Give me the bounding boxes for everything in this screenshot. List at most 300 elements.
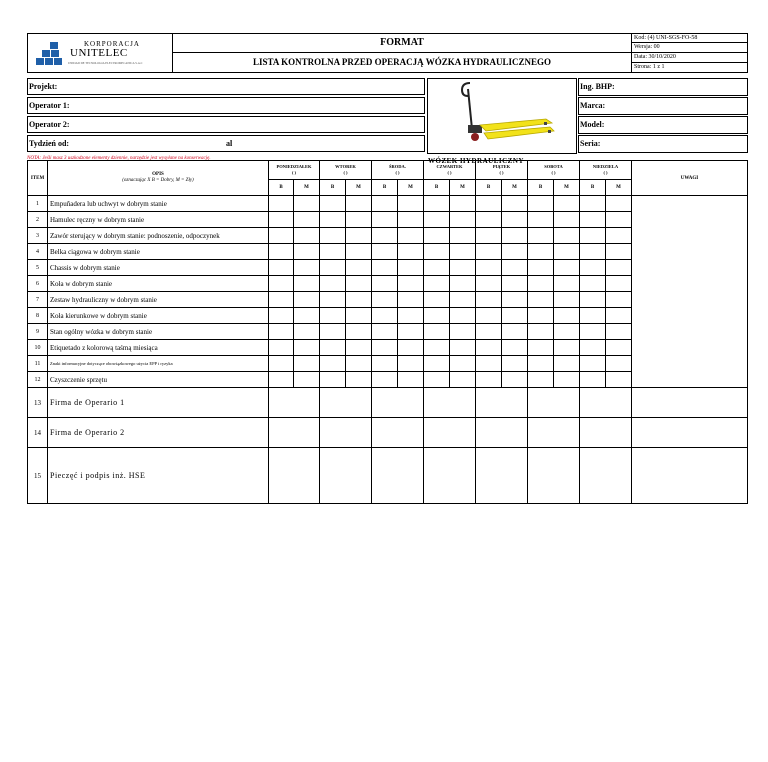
- table-row: [28, 196, 748, 212]
- check-cell[interactable]: [346, 292, 372, 308]
- check-cell[interactable]: [476, 228, 502, 244]
- check-cell[interactable]: [372, 372, 398, 388]
- check-cell[interactable]: [502, 276, 528, 292]
- check-cell[interactable]: [502, 340, 528, 356]
- check-cell[interactable]: [502, 324, 528, 340]
- good-column-header: B: [580, 180, 606, 196]
- check-cell[interactable]: [476, 260, 502, 276]
- bad-column-header: M: [294, 180, 320, 196]
- project-field[interactable]: [27, 78, 425, 95]
- bad-column-header: M: [554, 180, 580, 196]
- signature-cell[interactable]: [580, 388, 632, 418]
- check-cell[interactable]: [528, 324, 554, 340]
- pallet-truck-icon: [428, 79, 576, 153]
- check-cell[interactable]: [372, 308, 398, 324]
- signature-label: Pieczęć i podpis inż. HSE: [48, 448, 269, 504]
- day-header-1: [320, 161, 372, 180]
- check-cell[interactable]: [502, 260, 528, 276]
- check-cell[interactable]: [580, 308, 606, 324]
- check-cell[interactable]: [398, 212, 424, 228]
- check-cell[interactable]: [269, 356, 294, 372]
- item-number: 2: [28, 212, 48, 228]
- check-cell[interactable]: [606, 356, 632, 372]
- check-cell[interactable]: [294, 228, 320, 244]
- day-header-0: [269, 161, 320, 180]
- check-cell[interactable]: [372, 292, 398, 308]
- item-number: 3: [28, 228, 48, 244]
- check-cell[interactable]: [502, 244, 528, 260]
- pallet-truck-image: [427, 78, 577, 154]
- check-cell[interactable]: [580, 276, 606, 292]
- item-number: 11: [28, 356, 48, 372]
- description-header-title: OPIS: [152, 172, 164, 177]
- check-cell[interactable]: [528, 372, 554, 388]
- check-cell[interactable]: [580, 244, 606, 260]
- check-cell[interactable]: [450, 244, 476, 260]
- signature-row: [28, 448, 748, 504]
- check-cell[interactable]: [450, 228, 476, 244]
- signature-cell[interactable]: [372, 448, 424, 504]
- check-cell[interactable]: [320, 324, 346, 340]
- check-cell[interactable]: [528, 292, 554, 308]
- check-cell[interactable]: [320, 212, 346, 228]
- item-description: Hamulec ręczny w dobrym stanie: [48, 212, 269, 228]
- operator2-label: Operator 2:: [29, 120, 70, 129]
- item-description: Empuñadera lub uchwyt w dobrym stanie: [48, 196, 269, 212]
- check-cell[interactable]: [476, 308, 502, 324]
- week-field[interactable]: [27, 135, 425, 152]
- check-cell[interactable]: [580, 292, 606, 308]
- day-name: WTOREK: [335, 164, 356, 169]
- check-cell[interactable]: [269, 244, 294, 260]
- ing-bhp-label: Ing. BHP:: [580, 82, 615, 91]
- check-cell[interactable]: [294, 260, 320, 276]
- day-header-2: [372, 161, 424, 180]
- check-cell[interactable]: [320, 356, 346, 372]
- check-cell[interactable]: [580, 260, 606, 276]
- meta-version: Wersja: 00: [631, 43, 748, 53]
- bad-column-header: M: [502, 180, 528, 196]
- check-cell[interactable]: [450, 276, 476, 292]
- company-name-line1: KORPORACJA: [84, 40, 140, 48]
- check-cell[interactable]: [294, 324, 320, 340]
- check-cell[interactable]: [269, 276, 294, 292]
- check-cell[interactable]: [346, 308, 372, 324]
- check-cell[interactable]: [502, 372, 528, 388]
- check-cell[interactable]: [528, 276, 554, 292]
- check-cell[interactable]: [606, 372, 632, 388]
- check-cell[interactable]: [424, 228, 450, 244]
- check-cell[interactable]: [424, 212, 450, 228]
- day-date-placeholder: ( ): [343, 170, 348, 175]
- description-header-legend: (oznaczając X B = Dobry, M = Zły): [122, 178, 194, 183]
- check-cell[interactable]: [294, 340, 320, 356]
- item-number: 14: [28, 418, 48, 448]
- good-column-header: B: [269, 180, 294, 196]
- check-cell[interactable]: [294, 292, 320, 308]
- check-cell[interactable]: [346, 324, 372, 340]
- day-name: PIĄTEK: [492, 164, 511, 169]
- signature-cell[interactable]: [580, 448, 632, 504]
- check-cell[interactable]: [398, 308, 424, 324]
- check-cell[interactable]: [528, 196, 554, 212]
- model-field[interactable]: [578, 116, 748, 134]
- check-cell[interactable]: [476, 324, 502, 340]
- check-cell[interactable]: [450, 196, 476, 212]
- form-header: [27, 33, 748, 73]
- check-cell[interactable]: [606, 308, 632, 324]
- check-cell[interactable]: [476, 292, 502, 308]
- check-cell[interactable]: [346, 228, 372, 244]
- model-label: Model:: [580, 120, 605, 129]
- check-cell[interactable]: [606, 340, 632, 356]
- check-cell[interactable]: [346, 212, 372, 228]
- check-cell[interactable]: [424, 356, 450, 372]
- check-cell[interactable]: [528, 308, 554, 324]
- signature-cell[interactable]: [372, 418, 424, 448]
- item-number: 12: [28, 372, 48, 388]
- check-cell[interactable]: [450, 308, 476, 324]
- check-cell[interactable]: [269, 212, 294, 228]
- check-cell[interactable]: [398, 356, 424, 372]
- company-subtitle: UNIDAD DE TECNOLOGIA ELECTROMECANICA S.A.C: [68, 61, 143, 65]
- form-title: FORMAT: [172, 33, 632, 53]
- item-number: 10: [28, 340, 48, 356]
- day-date-placeholder: ( ): [499, 170, 504, 175]
- item-number: 15: [28, 448, 48, 504]
- check-cell[interactable]: [372, 356, 398, 372]
- day-header-5: [528, 161, 580, 180]
- description-header: [48, 161, 269, 196]
- signature-cell[interactable]: [372, 388, 424, 418]
- check-cell[interactable]: [372, 244, 398, 260]
- check-cell[interactable]: [320, 228, 346, 244]
- check-cell[interactable]: [606, 276, 632, 292]
- signature-label: Firma de Operario 2: [48, 418, 269, 448]
- signature-cell[interactable]: [476, 418, 528, 448]
- remarks-header: UWAGI: [632, 161, 748, 196]
- check-cell[interactable]: [554, 260, 580, 276]
- check-cell[interactable]: [476, 196, 502, 212]
- check-cell[interactable]: [269, 340, 294, 356]
- signature-cell[interactable]: [320, 418, 372, 448]
- check-cell[interactable]: [372, 260, 398, 276]
- meta-date: Data: 30/10/2020: [631, 53, 748, 63]
- meta-page: Strona: 1 z 1: [631, 63, 748, 73]
- ing-bhp-field[interactable]: [578, 78, 748, 96]
- item-description: Zestaw hydrauliczny w dobrym stanie: [48, 292, 269, 308]
- day-date-placeholder: ( ): [395, 170, 400, 175]
- check-cell[interactable]: [294, 356, 320, 372]
- check-cell[interactable]: [372, 196, 398, 212]
- check-cell[interactable]: [502, 356, 528, 372]
- checklist-table: [27, 160, 748, 504]
- check-cell[interactable]: [580, 196, 606, 212]
- document-meta: [631, 33, 748, 73]
- check-cell[interactable]: [580, 228, 606, 244]
- check-cell[interactable]: [528, 228, 554, 244]
- item-description: Zawór sterujący w dobrym stanie: podnoszenie, odpoczynek: [48, 228, 269, 244]
- check-cell[interactable]: [606, 212, 632, 228]
- signature-cell[interactable]: [320, 448, 372, 504]
- day-name: PONIEDZIAŁEK: [276, 164, 312, 169]
- check-cell[interactable]: [528, 260, 554, 276]
- check-cell[interactable]: [424, 244, 450, 260]
- check-cell[interactable]: [528, 212, 554, 228]
- check-cell[interactable]: [580, 356, 606, 372]
- good-column-header: B: [528, 180, 554, 196]
- check-cell[interactable]: [476, 340, 502, 356]
- check-cell[interactable]: [424, 308, 450, 324]
- check-cell[interactable]: [320, 340, 346, 356]
- item-number: 8: [28, 308, 48, 324]
- day-date-placeholder: ( ): [291, 170, 297, 175]
- check-cell[interactable]: [554, 356, 580, 372]
- signature-cell[interactable]: [528, 388, 580, 418]
- day-date-placeholder: ( ): [447, 170, 452, 175]
- seria-label: Seria:: [580, 139, 601, 148]
- pallet-truck-label: WÓZEK HYDRAULICZNY: [428, 157, 524, 165]
- bad-column-header: M: [450, 180, 476, 196]
- check-cell[interactable]: [372, 340, 398, 356]
- signature-cell[interactable]: [528, 418, 580, 448]
- item-description: Znaki informacyjne dotyczące obowiązkowego użycia EPP i ryzyka: [48, 356, 269, 372]
- check-cell[interactable]: [424, 292, 450, 308]
- bad-column-header: M: [606, 180, 632, 196]
- check-cell[interactable]: [606, 228, 632, 244]
- check-cell[interactable]: [450, 372, 476, 388]
- item-number: 7: [28, 292, 48, 308]
- operator1-field[interactable]: [27, 97, 425, 114]
- signature-row: [28, 418, 748, 448]
- signature-cell[interactable]: [528, 448, 580, 504]
- check-cell[interactable]: [606, 324, 632, 340]
- check-cell[interactable]: [424, 276, 450, 292]
- check-cell[interactable]: [424, 324, 450, 340]
- check-cell[interactable]: [398, 196, 424, 212]
- check-cell[interactable]: [476, 276, 502, 292]
- item-description: Stan ogólny wózka w dobrym stanie: [48, 324, 269, 340]
- signature-label: Firma de Operario 1: [48, 388, 269, 418]
- signature-cell[interactable]: [580, 418, 632, 448]
- check-cell[interactable]: [580, 372, 606, 388]
- check-cell[interactable]: [606, 244, 632, 260]
- check-cell[interactable]: [294, 308, 320, 324]
- check-cell[interactable]: [346, 196, 372, 212]
- week-label: Tydzień od:: [29, 139, 70, 148]
- check-cell[interactable]: [346, 356, 372, 372]
- signature-cell[interactable]: [424, 388, 476, 418]
- operator2-field[interactable]: [27, 116, 425, 133]
- signature-cell[interactable]: [269, 448, 320, 504]
- remarks-cell[interactable]: [632, 196, 748, 388]
- company-name-line2: UNITELEC: [70, 47, 128, 59]
- item-number: 9: [28, 324, 48, 340]
- signature-cell[interactable]: [424, 418, 476, 448]
- good-column-header: B: [320, 180, 346, 196]
- remarks-cell[interactable]: [632, 448, 748, 504]
- check-cell[interactable]: [580, 324, 606, 340]
- day-name: NIEDZIELA: [592, 164, 619, 169]
- day-name: ŚRODA.: [389, 164, 406, 169]
- week-to-label: al: [226, 139, 233, 148]
- check-cell[interactable]: [398, 324, 424, 340]
- check-cell[interactable]: [269, 324, 294, 340]
- check-cell[interactable]: [476, 372, 502, 388]
- form-subtitle: LISTA KONTROLNA PRZED OPERACJĄ WÓZKA HYDRAULICZNEGO: [172, 52, 632, 73]
- check-cell[interactable]: [476, 212, 502, 228]
- check-cell[interactable]: [346, 340, 372, 356]
- check-cell[interactable]: [320, 276, 346, 292]
- signature-cell[interactable]: [320, 388, 372, 418]
- signature-cell[interactable]: [476, 388, 528, 418]
- check-cell[interactable]: [346, 276, 372, 292]
- check-cell[interactable]: [450, 260, 476, 276]
- check-cell[interactable]: [269, 292, 294, 308]
- remarks-cell[interactable]: [632, 388, 748, 418]
- remarks-cell[interactable]: [632, 418, 748, 448]
- check-cell[interactable]: [398, 372, 424, 388]
- check-cell[interactable]: [294, 372, 320, 388]
- check-cell[interactable]: [424, 196, 450, 212]
- good-column-header: B: [476, 180, 502, 196]
- item-description: Czyszczenie sprzętu: [48, 372, 269, 388]
- item-number: 5: [28, 260, 48, 276]
- check-cell[interactable]: [398, 340, 424, 356]
- check-cell[interactable]: [372, 276, 398, 292]
- signature-cell[interactable]: [269, 418, 320, 448]
- check-cell[interactable]: [502, 196, 528, 212]
- day-header-4: [476, 161, 528, 180]
- check-cell[interactable]: [269, 372, 294, 388]
- check-cell[interactable]: [554, 276, 580, 292]
- check-cell[interactable]: [269, 308, 294, 324]
- check-cell[interactable]: [606, 196, 632, 212]
- check-cell[interactable]: [372, 212, 398, 228]
- check-cell[interactable]: [580, 212, 606, 228]
- check-cell[interactable]: [450, 324, 476, 340]
- check-cell[interactable]: [450, 212, 476, 228]
- signature-cell[interactable]: [424, 448, 476, 504]
- check-cell[interactable]: [554, 212, 580, 228]
- item-description: Belka ciągowa w dobrym stanie: [48, 244, 269, 260]
- check-cell[interactable]: [294, 276, 320, 292]
- day-name: SOBOTA: [544, 164, 563, 169]
- check-cell[interactable]: [398, 244, 424, 260]
- check-cell[interactable]: [320, 244, 346, 260]
- logo-squares-icon: [36, 42, 64, 66]
- check-cell[interactable]: [424, 260, 450, 276]
- check-cell[interactable]: [476, 356, 502, 372]
- check-cell[interactable]: [606, 292, 632, 308]
- day-date-placeholder: ( ): [551, 170, 556, 175]
- check-cell[interactable]: [269, 260, 294, 276]
- check-cell[interactable]: [502, 292, 528, 308]
- day-header-6: [580, 161, 632, 180]
- marca-label: Marca:: [580, 101, 606, 110]
- day-date-placeholder: ( ): [603, 170, 608, 175]
- check-cell[interactable]: [554, 244, 580, 260]
- check-cell[interactable]: [320, 372, 346, 388]
- item-header: ITEM: [28, 161, 48, 196]
- check-cell[interactable]: [554, 324, 580, 340]
- check-cell[interactable]: [320, 260, 346, 276]
- item-description: Etiquetado z kolorową taśmą miesiąca: [48, 340, 269, 356]
- check-cell[interactable]: [502, 228, 528, 244]
- good-column-header: B: [372, 180, 398, 196]
- check-cell[interactable]: [269, 196, 294, 212]
- item-number: 13: [28, 388, 48, 418]
- check-cell[interactable]: [398, 292, 424, 308]
- check-cell[interactable]: [320, 292, 346, 308]
- item-number: 4: [28, 244, 48, 260]
- check-cell[interactable]: [372, 324, 398, 340]
- check-cell[interactable]: [398, 276, 424, 292]
- signature-row: [28, 388, 748, 418]
- company-logo: [27, 33, 173, 73]
- check-cell[interactable]: [554, 340, 580, 356]
- check-cell[interactable]: [502, 212, 528, 228]
- check-cell[interactable]: [502, 308, 528, 324]
- maintenance-note: NOTA: Jeśli masz 3 uszkodzone elementy dziennie, narzędzie jest wysyłane na konserwację.: [27, 156, 211, 161]
- check-cell[interactable]: [346, 260, 372, 276]
- meta-code: Kod: (4) UNI-SGS-FO-58: [631, 33, 748, 43]
- item-number: 6: [28, 276, 48, 292]
- check-cell[interactable]: [528, 244, 554, 260]
- bad-column-header: M: [346, 180, 372, 196]
- seria-field[interactable]: [578, 135, 748, 153]
- check-cell[interactable]: [528, 356, 554, 372]
- good-column-header: B: [424, 180, 450, 196]
- day-header-3: [424, 161, 476, 180]
- check-cell[interactable]: [320, 196, 346, 212]
- check-cell[interactable]: [528, 340, 554, 356]
- day-name: CZWARTEK: [436, 164, 463, 169]
- check-cell[interactable]: [450, 340, 476, 356]
- check-cell[interactable]: [294, 244, 320, 260]
- check-cell[interactable]: [606, 260, 632, 276]
- operator1-label: Operator 1:: [29, 101, 70, 110]
- check-cell[interactable]: [398, 260, 424, 276]
- check-cell[interactable]: [476, 244, 502, 260]
- check-cell[interactable]: [554, 308, 580, 324]
- check-cell[interactable]: [294, 196, 320, 212]
- bad-column-header: M: [398, 180, 424, 196]
- check-cell[interactable]: [554, 372, 580, 388]
- marca-field[interactable]: [578, 97, 748, 115]
- signature-cell[interactable]: [476, 448, 528, 504]
- check-cell[interactable]: [398, 228, 424, 244]
- check-cell[interactable]: [554, 228, 580, 244]
- check-cell[interactable]: [346, 244, 372, 260]
- check-cell[interactable]: [372, 228, 398, 244]
- check-cell[interactable]: [580, 340, 606, 356]
- check-cell[interactable]: [294, 212, 320, 228]
- project-label: Projekt:: [29, 82, 58, 91]
- check-cell[interactable]: [554, 196, 580, 212]
- signature-cell[interactable]: [269, 388, 320, 418]
- check-cell[interactable]: [450, 292, 476, 308]
- check-cell[interactable]: [346, 372, 372, 388]
- check-cell[interactable]: [424, 340, 450, 356]
- check-cell[interactable]: [320, 308, 346, 324]
- check-cell[interactable]: [424, 372, 450, 388]
- check-cell[interactable]: [450, 356, 476, 372]
- header-row-days: [28, 161, 748, 180]
- item-description: Chassis w dobrym stanie: [48, 260, 269, 276]
- check-cell[interactable]: [554, 292, 580, 308]
- check-cell[interactable]: [269, 228, 294, 244]
